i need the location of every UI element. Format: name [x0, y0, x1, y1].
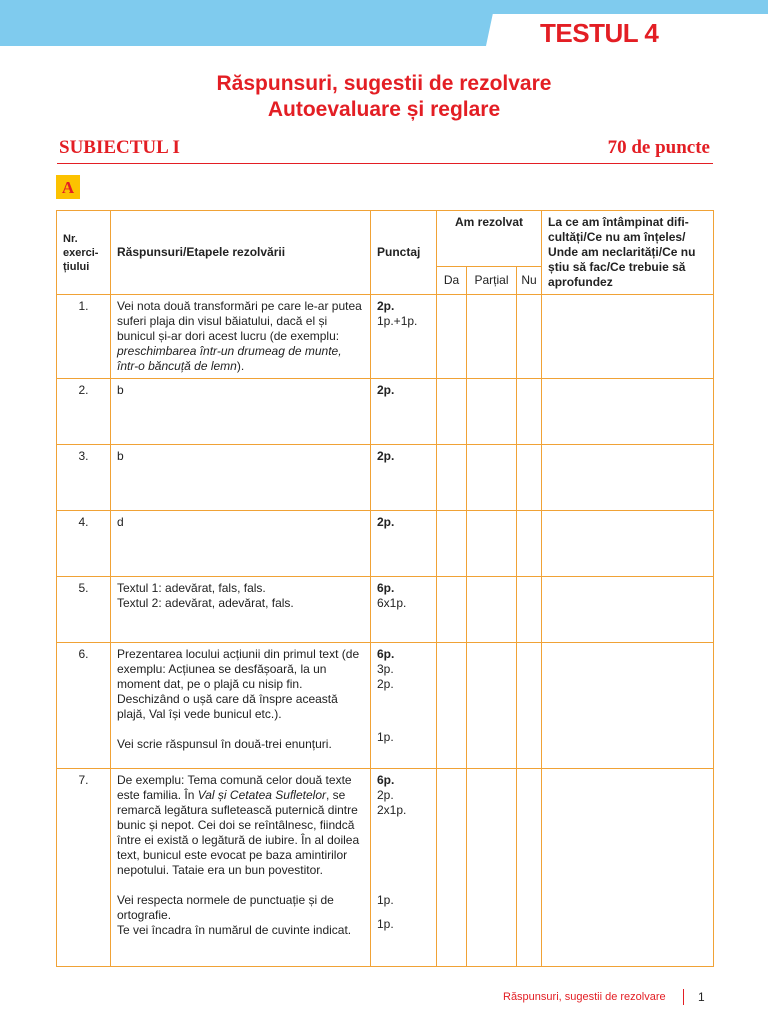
row-number: 5.	[57, 577, 111, 643]
header-solved: Am rezolvat	[437, 211, 542, 267]
row-points: 6p. 2p. 2x1p. 1p. 1p.	[371, 769, 437, 967]
difficulties-cell[interactable]	[542, 445, 714, 511]
part-badge: A	[56, 175, 80, 199]
check-partial[interactable]	[467, 769, 517, 967]
check-partial[interactable]	[467, 295, 517, 379]
check-no[interactable]	[517, 379, 542, 445]
page-subtitle: Autoevaluare și reglare	[267, 98, 501, 121]
check-no[interactable]	[517, 295, 542, 379]
row-points: 2p.	[371, 445, 437, 511]
table-row	[57, 445, 714, 511]
check-no[interactable]	[517, 769, 542, 967]
table-row	[57, 379, 714, 445]
row-answer: Vei nota două transformări pe care le-ar putea suferi plaja din visul băiatului, dacă el și bunicul și-ar dori acest lucru (de exemplu: preschimbarea într-un drumeag de munte, într-o băncuță de lemn).	[111, 295, 371, 379]
header-nr: Nr. exerci-țiului	[57, 211, 111, 295]
check-no[interactable]	[517, 643, 542, 769]
page-number: 1	[698, 990, 705, 1004]
table-header-row	[57, 211, 714, 267]
row-number: 1.	[57, 295, 111, 379]
section-divider	[57, 163, 713, 164]
row-answer: Textul 1: adevărat, fals, fals. Textul 2: adevărat, adevărat, fals.	[111, 577, 371, 643]
header-partial: Parțial	[467, 267, 517, 295]
table-row	[57, 643, 714, 769]
page-title: Răspunsuri, sugestii de rezolvare	[216, 72, 552, 95]
row-points: 6p. 6x1p.	[371, 577, 437, 643]
row-number: 7.	[57, 769, 111, 967]
row-number: 3.	[57, 445, 111, 511]
difficulties-cell[interactable]	[542, 295, 714, 379]
row-answer: De exemplu: Tema comună celor două texte este familia. În Val și Cetatea Sufletelor, se remarcă legătura sufletească puternică dintre bunic și nepot. Cei doi se reîntâlnesc, fiindcă între ei există o legătură de iubire. În al doilea text, bunicul este evocat pe baza amintirilor nepotului. Tataie era un bun povestitor. Vei respecta normele de punctuație și de ortografie. Te vei încadra în numărul de cuvinte indicat.	[111, 769, 371, 967]
difficulties-cell[interactable]	[542, 769, 714, 967]
row-number: 2.	[57, 379, 111, 445]
check-yes[interactable]	[437, 577, 467, 643]
row-points: 2p.	[371, 379, 437, 445]
check-yes[interactable]	[437, 445, 467, 511]
table-row	[57, 769, 714, 967]
difficulties-cell[interactable]	[542, 379, 714, 445]
check-yes[interactable]	[437, 769, 467, 967]
header-yes: Da	[437, 267, 467, 295]
check-no[interactable]	[517, 445, 542, 511]
row-points: 6p. 3p. 2p. 1p.	[371, 643, 437, 769]
row-answer: Prezentarea locului acțiunii din primul text (de exemplu: Acțiunea se desfășoară, la un moment dat, pe o plajă cu nisip fin. Deschizând o ușă care dă înspre această plajă, Val își vede bunicul etc.). Vei scrie răspunsul în două-trei enunțuri.	[111, 643, 371, 769]
row-answer: d	[111, 511, 371, 577]
test-label: TESTUL 4	[540, 18, 659, 48]
check-partial[interactable]	[467, 445, 517, 511]
difficulties-cell[interactable]	[542, 511, 714, 577]
check-no[interactable]	[517, 577, 542, 643]
header-answers: Răspunsuri/Etapele rezolvării	[111, 211, 371, 295]
difficulties-cell[interactable]	[542, 643, 714, 769]
table-row	[57, 577, 714, 643]
check-partial[interactable]	[467, 511, 517, 577]
header-difficulties: La ce am întâmpinat difi-cultăți/Ce nu am înțeles/ Unde am neclarități/Ce nu știu să fac/Ce trebuie să aprofundez	[542, 211, 714, 295]
table-row	[57, 511, 714, 577]
section-title: SUBIECTUL I	[59, 137, 180, 158]
row-answer: b	[111, 445, 371, 511]
check-partial[interactable]	[467, 577, 517, 643]
footer-divider	[683, 989, 684, 1005]
row-answer: b	[111, 379, 371, 445]
row-points: 2p. 1p.+1p.	[371, 295, 437, 379]
table-row	[57, 295, 714, 379]
check-partial[interactable]	[467, 643, 517, 769]
check-yes[interactable]	[437, 511, 467, 577]
header-no: Nu	[517, 267, 542, 295]
footer-label: Răspunsuri, sugestii de rezolvare	[503, 991, 666, 1003]
header-points: Punctaj	[371, 211, 437, 295]
check-yes[interactable]	[437, 379, 467, 445]
row-points: 2p.	[371, 511, 437, 577]
check-yes[interactable]	[437, 643, 467, 769]
check-partial[interactable]	[467, 379, 517, 445]
check-yes[interactable]	[437, 295, 467, 379]
check-no[interactable]	[517, 511, 542, 577]
row-number: 6.	[57, 643, 111, 769]
row-number: 4.	[57, 511, 111, 577]
difficulties-cell[interactable]	[542, 577, 714, 643]
answers-table	[56, 210, 714, 967]
section-points: 70 de puncte	[607, 137, 710, 158]
